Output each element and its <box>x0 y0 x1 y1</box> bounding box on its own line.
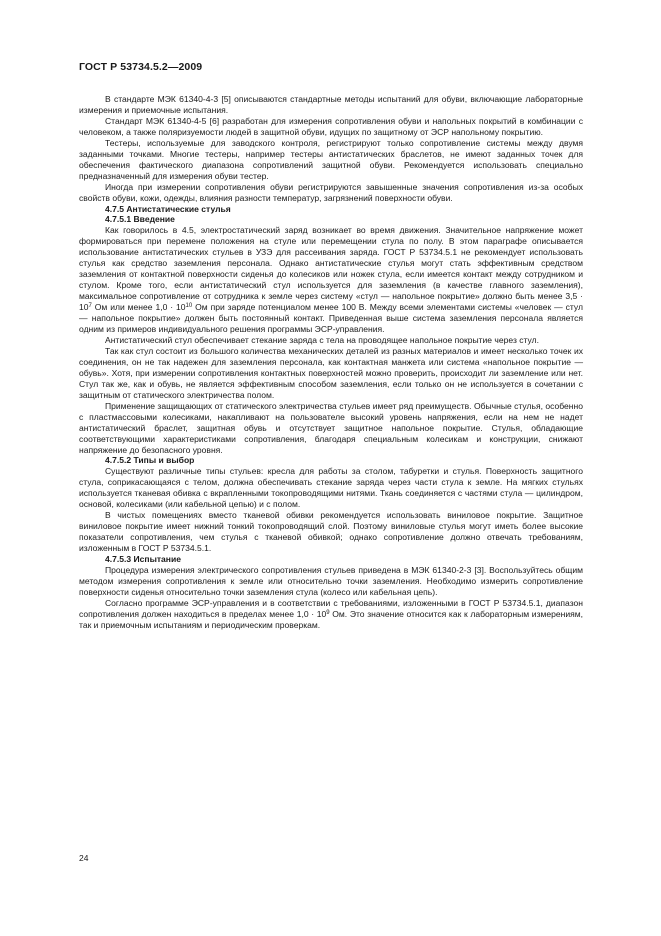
section-heading-antistatic-chairs: 4.7.5 Антистатические стулья <box>105 203 231 214</box>
paragraph-footwear-standard: В стандарте МЭК 61340-4-3 [5] описываются стандартные методы испытаний для обуви, включающие лабораторные измерения и приемочные испытания. <box>79 94 583 115</box>
paragraph-charge-drain: Антистатический стул обеспечивает стекание заряда с тела на проводящее напольное покрытие через стул. <box>105 334 539 345</box>
paragraph-text: Ом при заряде потенциалом менее 100 В. Между всеми элементами системы «человек — стул — напольное покрытие» должен быть постоянный контакт. Приведенная выше система заземления персонала является одним из примеров индивидуального решения программы ЭСР-управления. <box>79 302 583 335</box>
paragraph-resistance-range <box>79 598 583 631</box>
standard-header: ГОСТ Р 53734.5.2—2009 <box>79 61 203 73</box>
paragraph-test-procedure: Процедура измерения электрического сопротивления стульев приведена в МЭК 61340-2-3 [3]. Воспользуйтесь общим методом измерения сопротивления к земле или относительно точки заземления. Необходимо измерить сопротивление поверхности сиденья относительно точки заземления стула (колесо или кабельная цепь). <box>79 564 583 597</box>
document-body <box>79 94 583 631</box>
exponent: 9 <box>326 609 330 616</box>
paragraph-overstated-values: Иногда при измерении сопротивления обуви регистрируются завышенные значения сопротивления из-за особых свойств обуви, кожи, одежды, влияния разности температур, загрязнений поверхности обуви. <box>79 181 583 203</box>
exponent: 7 <box>88 303 92 310</box>
paragraph-chair-reliability: Так как стул состоит из большого количества механических деталей из разных материалов и имеет несколько точек их соединения, он не так надежен для заземления персонала, как контактная манжета или система «напольное покрытие — обувь». Хотя, при измерении сопротивления контактных поверхностей можно проверить, происходит ли заземление или нет. Стул так же, как и обувь, не является эффективным способом заземления, если только он не используется в сочетании с защитным от статического электричества полом. <box>79 345 583 400</box>
paragraph-testers: Тестеры, используемые для заводского контроля, регистрируют только сопротивление системы между двумя заданными точками. Многие тестеры, например тестеры антистатических браслетов, не имеют заданных точек для обеспечения фактического диапазона сопротивлений защитной обуви. Рекомендуется использовать специально предназначенный для измерения обуви тестер. <box>79 137 583 181</box>
section-heading-introduction: 4.7.5.1 Введение <box>105 214 175 225</box>
paragraph-text: Ом или менее 1,0 · 10 <box>91 302 186 313</box>
exponent: 10 <box>185 303 193 310</box>
section-heading-types: 4.7.5.2 Типы и выбор <box>105 455 195 466</box>
paragraph-advantages: Применение защищающих от статического электричества стульев имеет ряд преимуществ. Обычные стулья, особенно с пластмассовыми колесиками, накапливают на пользователе высокий уровень напряжения, если на нем не надет антистатический браслет, защитная обувь и отсутствует защитное напольное покрытие. Стулья, обладающие соответствующими характеристиками сопротивления, благодаря специальным колесикам и конструкции, снижают напряжение до безопасного уровня. <box>79 400 583 455</box>
paragraph-charge-generation <box>79 225 583 335</box>
paragraph-text: Согласно программе ЭСР-управления и в соответствии с требованиями, изложенными в ГОСТ Р 53734.5.1, диапазон сопротивления должен находиться в пределах менее 1,0 · 10 <box>79 597 583 619</box>
section-heading-testing: 4.7.5.3 Испытание <box>105 554 181 565</box>
paragraph-text: Как говорилось в 4.5, электростатический заряд возникает во время движения. Значительное напряжение может формироваться при перемене положения на стуле или перемещении стула по полу. В этом параграфе описывается использование антистатических стульев в УЗЭ для рассеивания заряда. ГОСТ Р 53734.5.1 не рекомендует использовать стулья как средство заземления персонала. Однако антистатические стулья могут стать эффективным средством заземления от контактной поверхности сиденья до колесиков или ножек стула, если имеется контакт между сотрудником и стулом. Кроме того, если антистатический стул используется для заземления (в качестве главного заземления), максимальное сопротивление от сотрудника к земле через систему «стул — напольное покрытие» должно быть менее 3,5 · 10 <box>79 225 583 313</box>
paragraph-footwear-resistance: Стандарт МЭК 61340-4-5 [6] разработан для измерения сопротивления обуви и напольных покрытий в комбинации с человеком, а также поляризуемости людей в защитной обуви, идущих по защитному от ЭСР напольному покрытию. <box>79 115 583 137</box>
paragraph-text: Ом. Это значение относится как к лабораторным измерениям, так и приемочным испытаниям и периодическим проверкам. <box>79 608 583 630</box>
paragraph-clean-rooms: В чистых помещениях вместо тканевой обивки рекомендуется использовать виниловое покрытие. Защитное виниловое покрытие имеет нижний тонкий токопроводящий слой. Поэтому виниловые стулья могут иметь более высокие показатели сопротивления, чем стулья с тканевой обивкой; однако сопротивление должно отвечать требованиям, изложенным в ГОСТ Р 53734.5.1. <box>79 510 583 554</box>
paragraph-chair-types: Существуют различные типы стульев: кресла для работы за столом, табуретки и стулья. Поверхность защитного стула, соприкасающаяся с телом, должна обеспечивать стекание заряда через части стула к земле. На мягких стульях используется тканевая обивка с вкрапленными токопроводящими нитями. Ткань соединяется с частями стула — цилиндром, основой, колесиками (или кабельной цепью) и с полом. <box>79 466 583 510</box>
page-number: 24 <box>79 853 89 863</box>
